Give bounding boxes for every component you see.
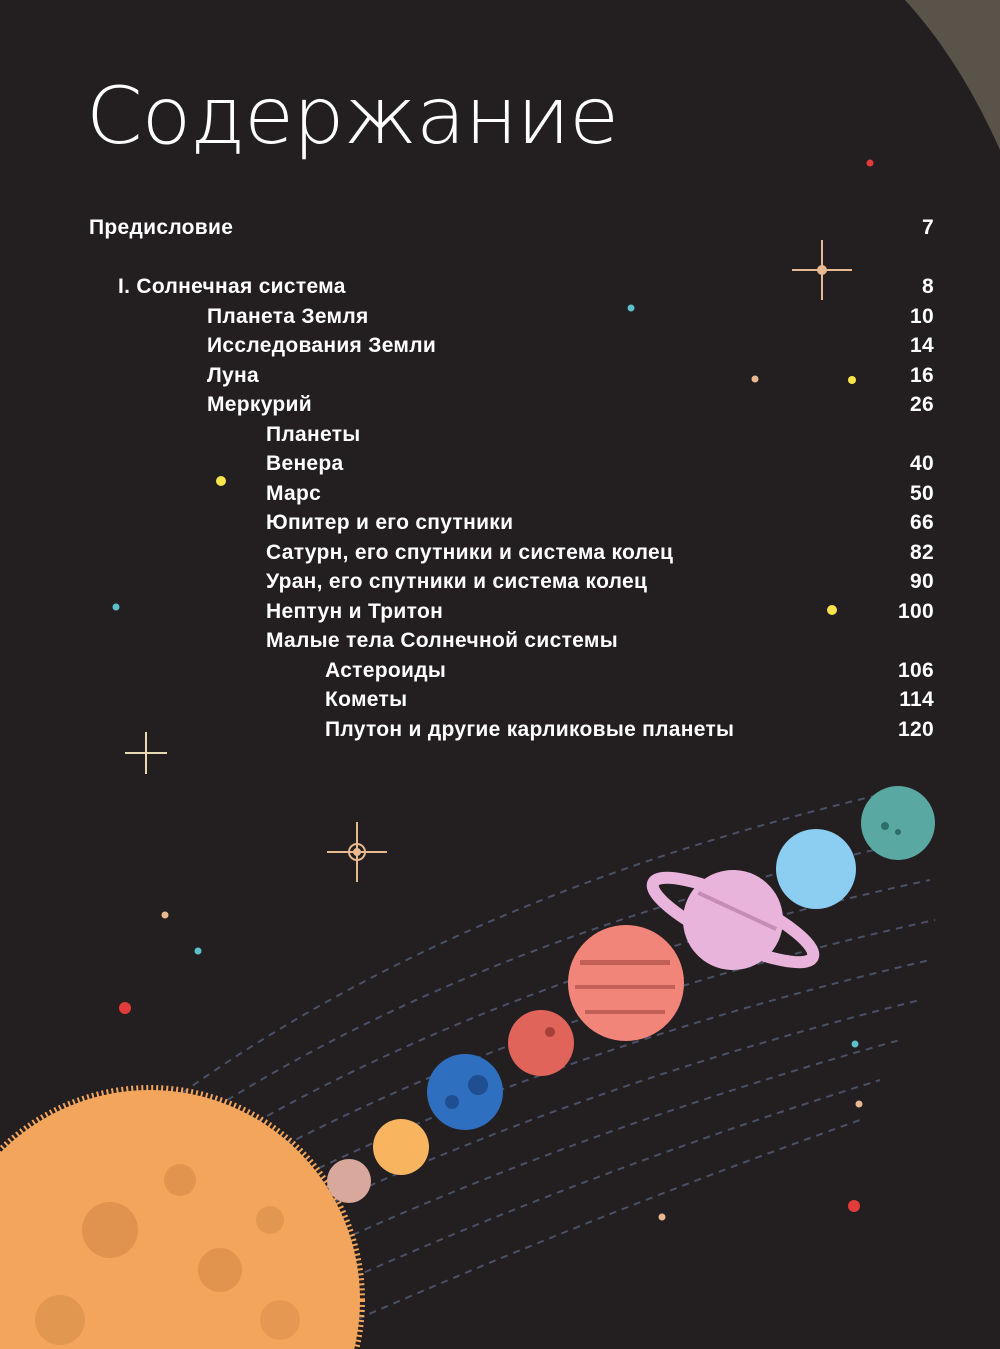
earth — [427, 1054, 503, 1130]
toc-entry-label: Марс — [266, 482, 322, 505]
toc-entry[interactable] — [266, 626, 934, 656]
toc-entry-label: Сатурн, его спутники и система колец — [266, 541, 674, 564]
toc-entry[interactable] — [89, 213, 934, 243]
toc-entry-page: 90 — [910, 570, 934, 593]
page-title: Содержание — [86, 72, 618, 162]
toc-entry-label: Венера — [266, 452, 344, 475]
toc-entry-page: 82 — [910, 541, 934, 564]
toc-entry[interactable] — [266, 597, 934, 627]
toc-entry-page: 40 — [910, 452, 934, 475]
toc-entry[interactable] — [207, 331, 934, 361]
toc-entry-label: Планеты — [266, 423, 361, 446]
toc-entry-page: 66 — [910, 511, 934, 534]
toc-entry-label: Планета Земля — [207, 305, 369, 328]
toc-entry-label: Уран, его спутники и система колец — [266, 570, 648, 593]
toc-entry-page: 16 — [910, 364, 934, 387]
neptune — [861, 786, 935, 860]
toc-entry-label: Астероиды — [325, 659, 447, 682]
toc-entry-label: I. Солнечная система — [118, 275, 346, 298]
mercury — [327, 1159, 371, 1203]
toc-entry-label: Предисловие — [89, 216, 234, 239]
toc-entry[interactable] — [266, 508, 934, 538]
toc-entry-label: Исследования Земли — [207, 334, 437, 357]
target-star-icon — [327, 822, 387, 882]
toc-entry[interactable] — [118, 272, 934, 302]
toc-entry-label: Кометы — [325, 688, 408, 711]
toc-entry-page: 7 — [922, 216, 934, 239]
toc-entry[interactable] — [207, 302, 934, 332]
venus — [373, 1119, 429, 1175]
toc-entry[interactable] — [266, 449, 934, 479]
toc-entry-page: 8 — [922, 275, 934, 298]
toc-entry[interactable] — [266, 420, 934, 450]
toc-entry[interactable] — [266, 538, 934, 568]
cross-star-icon — [125, 732, 167, 774]
toc-entry-page: 50 — [910, 482, 934, 505]
toc-entry-label: Меркурий — [207, 393, 312, 416]
mars — [508, 1010, 574, 1076]
toc-entry-page: 120 — [898, 718, 934, 741]
toc-entry[interactable] — [266, 479, 934, 509]
toc-entry-label: Малые тела Солнечной системы — [266, 629, 618, 652]
toc-entry-page: 106 — [898, 659, 934, 682]
toc-entry[interactable] — [266, 567, 934, 597]
toc-entry-label: Юпитер и его спутники — [266, 511, 514, 534]
toc-entry-page: 10 — [910, 305, 934, 328]
toc-entry[interactable] — [325, 715, 934, 745]
toc-entry-label: Луна — [207, 364, 259, 387]
toc-entry[interactable] — [207, 390, 934, 420]
toc-entry-page: 100 — [898, 600, 934, 623]
uranus — [776, 829, 856, 909]
toc-entry-label: Плутон и другие карликовые планеты — [325, 718, 735, 741]
sun — [0, 1088, 362, 1349]
toc-entry[interactable] — [325, 685, 934, 715]
toc-entry-page: 14 — [910, 334, 934, 357]
toc-entry-page: 114 — [899, 688, 934, 711]
toc-entry[interactable] — [325, 656, 934, 686]
jupiter — [568, 925, 684, 1041]
corner-shape — [905, 0, 1000, 150]
toc-entry[interactable] — [207, 361, 934, 391]
toc-entry-label: Нептун и Тритон — [266, 600, 444, 623]
toc-entry-page: 26 — [910, 393, 934, 416]
